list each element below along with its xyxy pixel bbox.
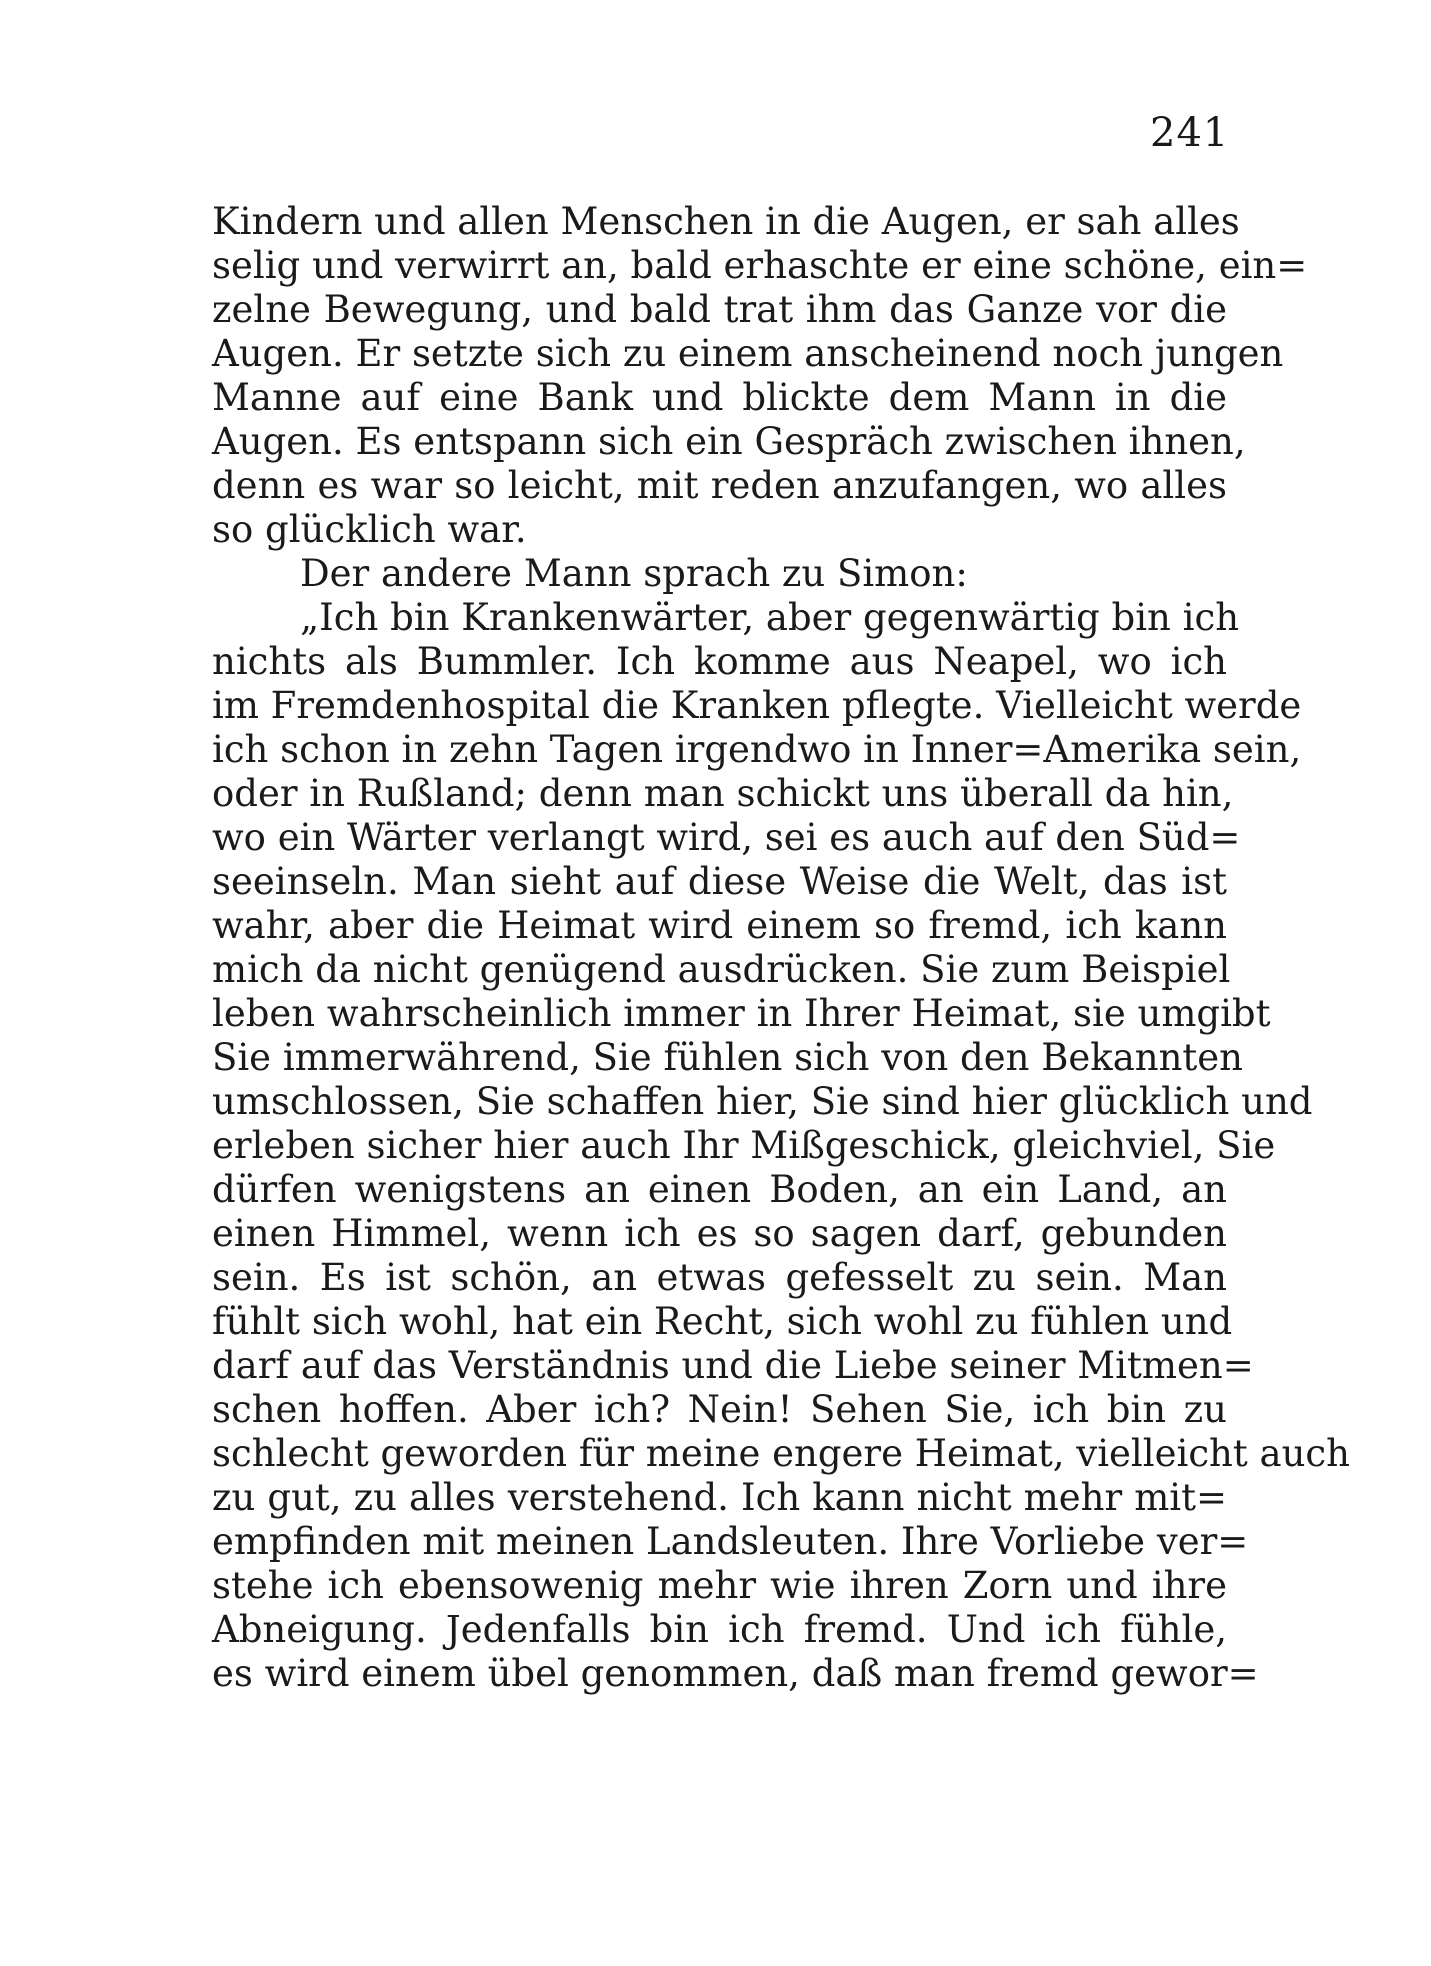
text-line: Augen. Es entspann sich ein Gespräch zwischen ihnen,: [212, 420, 1246, 463]
text-line: „Ich bin Krankenwärter, aber gegenwärtig bin ich: [300, 596, 1240, 639]
text-line: erleben sicher hier auch Ihr Mißgeschick, gleichviel, Sie: [212, 1124, 1276, 1167]
text-line: stehe ich ebensowenig mehr wie ihren Zorn und ihre: [212, 1564, 1227, 1607]
text-line: einen Himmel, wenn ich es so sagen darf, gebunden: [212, 1212, 1227, 1255]
page-number: 241: [1150, 110, 1230, 156]
text-line: im Fremdenhospital die Kranken pflegte. Vielleicht werde: [212, 684, 1302, 727]
text-line: seeinseln. Man sieht auf diese Weise die Welt, das ist: [212, 860, 1227, 903]
text-line: denn es war so leicht, mit reden anzufangen, wo alles: [212, 464, 1227, 507]
text-line: Sie immerwährend, Sie fühlen sich von den Bekannten: [212, 1036, 1244, 1079]
text-line: Abneigung. Jedenfalls bin ich fremd. Und ich fühle,: [212, 1608, 1227, 1651]
text-line: Manne auf eine Bank und blickte dem Mann in die: [212, 376, 1227, 419]
text-line: oder in Rußland; denn man schickt uns überall da hin,: [212, 772, 1234, 815]
text-line: dürfen wenigstens an einen Boden, an ein Land, an: [212, 1168, 1227, 1211]
text-line: mich da nicht genügend ausdrücken. Sie zum Beispiel: [212, 948, 1231, 991]
text-line: fühlt sich wohl, hat ein Recht, sich wohl zu fühlen und: [212, 1300, 1233, 1343]
text-line: wahr, aber die Heimat wird einem so fremd, ich kann: [212, 904, 1227, 947]
text-line: zu gut, zu alles verstehend. Ich kann nicht mehr mit=: [212, 1476, 1227, 1519]
text-line: es wird einem übel genommen, daß man fremd gewor=: [212, 1652, 1259, 1695]
text-line: Kindern und allen Menschen in die Augen, er sah alles: [212, 200, 1240, 243]
text-line: wo ein Wärter verlangt wird, sei es auch auf den Süd=: [212, 816, 1241, 859]
text-line: zelne Bewegung, und bald trat ihm das Ganze vor die: [212, 288, 1227, 331]
text-line: leben wahrscheinlich immer in Ihrer Heimat, sie umgibt: [212, 992, 1271, 1035]
text-line: schlecht geworden für meine engere Heimat, vielleicht auch: [212, 1432, 1350, 1475]
text-line: darf auf das Verständnis und die Liebe seiner Mitmen=: [212, 1344, 1254, 1387]
body-text: [212, 200, 1350, 1696]
text-line: Augen. Er setzte sich zu einem anscheinend noch jungen: [212, 332, 1284, 375]
text-line: so glücklich war.: [212, 508, 527, 551]
text-line: schen hoffen. Aber ich? Nein! Sehen Sie, ich bin zu: [212, 1388, 1227, 1431]
text-line: Der andere Mann sprach zu Simon:: [300, 552, 968, 595]
text-line: empfinden mit meinen Landsleuten. Ihre Vorliebe ver=: [212, 1520, 1249, 1563]
text-line: selig und verwirrt an, bald erhaschte er eine schöne, ein=: [212, 244, 1308, 287]
text-line: nichts als Bummler. Ich komme aus Neapel, wo ich: [212, 640, 1227, 683]
text-line: ich schon in zehn Tagen irgendwo in Inner=Amerika sein,: [212, 728, 1302, 771]
text-line: umschlossen, Sie schaffen hier, Sie sind hier glücklich und: [212, 1080, 1313, 1123]
text-line: sein. Es ist schön, an etwas gefesselt zu sein. Man: [212, 1256, 1227, 1299]
